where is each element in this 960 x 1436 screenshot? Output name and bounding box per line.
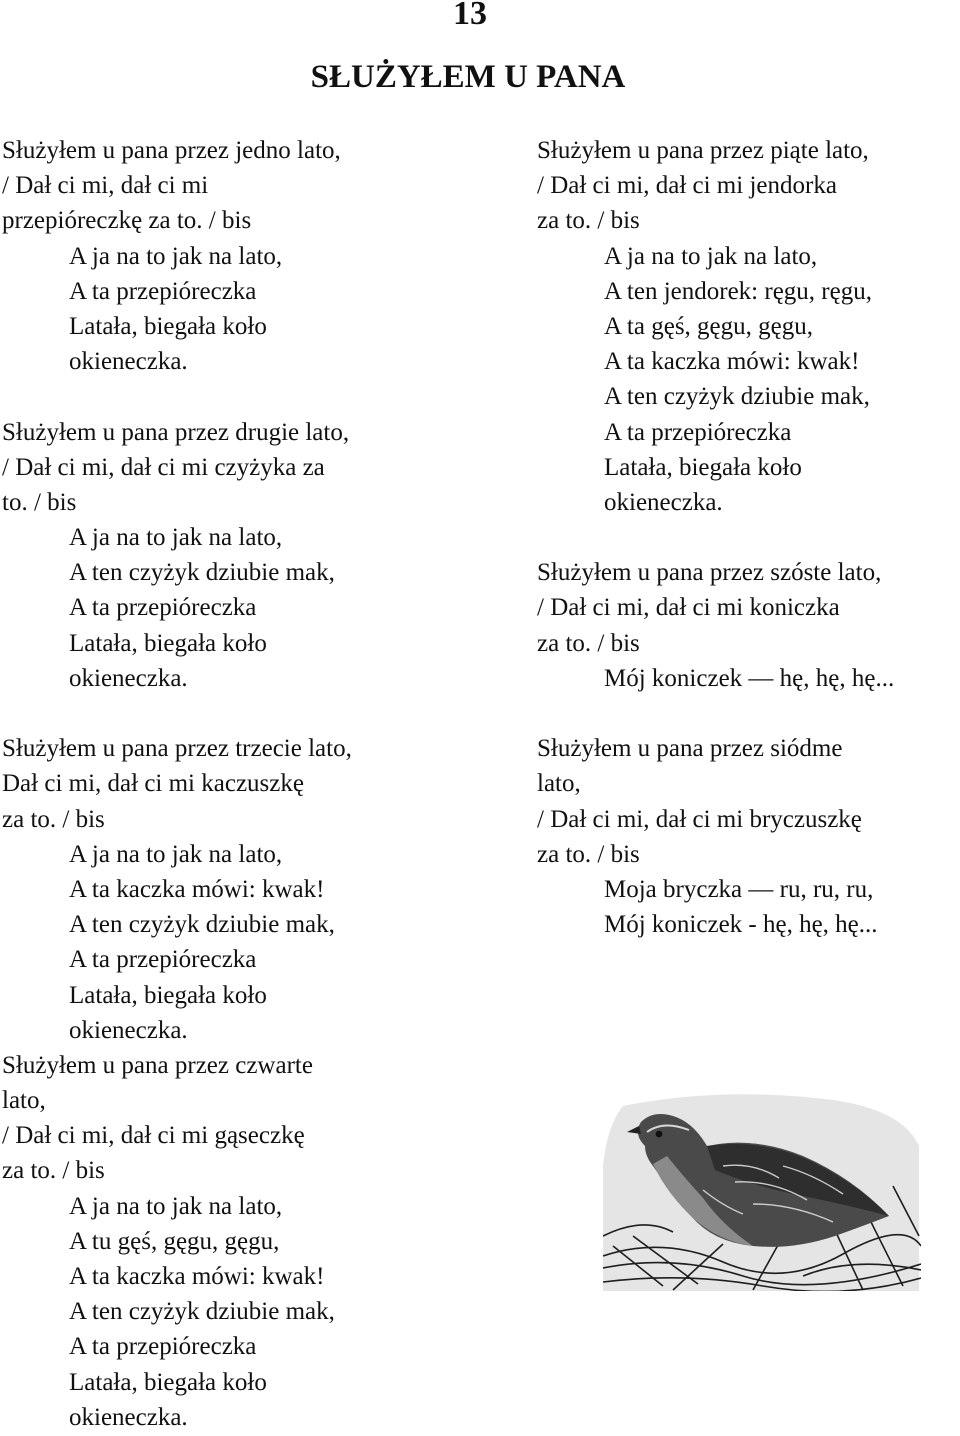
refrain-line: A ten czyżyk dziubie mak, [604,383,870,411]
refrain-line: A ta przepióreczka [69,1333,257,1361]
verse-line: za to. / bis [2,1157,105,1185]
refrain-line: Latała, biegała koło [69,981,267,1009]
verse-line: za to. / bis [537,840,640,868]
refrain-line: Moja bryczka — ru, ru, ru, [604,875,874,903]
refrain-line: A ta przepióreczka [69,946,257,974]
verse-line: Służyłem u pana przez szóste lato, [537,559,882,587]
verse-line: to. / bis [2,488,77,516]
refrain-line: A ten jendorek: ręgu, ręgu, [604,277,872,305]
refrain-line: Mój koniczek — hę, hę, hę... [604,664,895,692]
stanza-6 [537,555,960,696]
verse-line: Służyłem u pana przez drugie lato, [2,418,350,446]
refrain-line: okieneczka. [69,1016,188,1044]
verse-line: Służyłem u pana przez siódme [537,735,843,763]
stanza-gap [537,520,960,555]
verse-line: Służyłem u pana przez trzecie lato, [2,735,352,763]
verse-line: Służyłem u pana przez piąte lato, [537,137,869,164]
song-title: SŁUŻYŁEM U PANA [310,59,626,95]
verse-line: za to. / bis [2,805,105,833]
verse-line: / Dał ci mi, dał ci mi czyżyka za [2,453,325,481]
right-column [537,133,960,942]
stanza-7 [537,731,960,942]
stanza-1 [2,133,522,379]
quail-illustration [603,1086,921,1291]
refrain-line: A ten czyżyk dziubie mak, [69,559,335,587]
refrain-line: Latała, biegała koło [69,1368,267,1396]
refrain-line: A ja na to jak na lato, [604,242,818,270]
refrain-line: A ta gęś, gęgu, gęgu, [604,312,813,340]
stanza-3 [2,731,522,1048]
refrain-line: okieneczka. [69,348,188,376]
quail-eye [656,1131,663,1138]
refrain-line: A ta kaczka mówi: kwak! [69,875,325,903]
verse-line: / Dał ci mi, dał ci mi [2,172,209,200]
refrain-line: Latała, biegała koło [69,629,267,657]
refrain-line: A ta przepióreczka [69,277,257,305]
refrain-line: A ja na to jak na lato, [69,524,283,552]
refrain-line: A ja na to jak na lato, [69,242,283,270]
verse-line: / Dał ci mi, dał ci mi gąseczkę [2,1122,305,1150]
verse-line: Służyłem u pana przez jedno lato, [2,137,341,164]
refrain-line: A ja na to jak na lato, [69,1192,283,1220]
refrain-line: Latała, biegała koło [69,312,267,340]
stanza-4 [2,1048,522,1435]
verse-line: lato, [2,1087,46,1115]
verse-line: Dał ci mi, dał ci mi kaczuszkę [2,770,304,798]
left-column [2,133,522,1435]
stanza-gap [2,696,522,731]
stanza-2 [2,415,522,697]
verse-line: za to. / bis [537,207,640,235]
stanza-5 [537,133,960,520]
refrain-line: A ja na to jak na lato, [69,840,283,868]
verse-line: / Dał ci mi, dał ci mi jendorka [537,172,837,200]
refrain-line: A ten czyżyk dziubie mak, [69,911,335,939]
verse-line: za to. / bis [537,629,640,657]
stanza-gap [2,379,522,414]
refrain-line: okieneczka. [69,664,188,692]
verse-line: / Dał ci mi, dał ci mi bryczuszkę [537,805,862,833]
verse-line: Służyłem u pana przez czwarte [2,1051,313,1079]
verse-line: / Dał ci mi, dał ci mi koniczka [537,594,840,622]
verse-line: przepióreczkę za to. / bis [2,207,252,235]
refrain-line: A ta kaczka mówi: kwak! [604,348,860,376]
stanza-gap [537,696,960,731]
refrain-line: Latała, biegała koło [604,453,802,481]
refrain-line: A ta przepióreczka [604,418,792,446]
verse-line: lato, [537,770,581,798]
page-number: 13 [453,0,487,32]
refrain-line: A ta przepióreczka [69,594,257,622]
refrain-line: A ten czyżyk dziubie mak, [69,1298,335,1326]
refrain-line: A ta kaczka mówi: kwak! [69,1263,325,1290]
refrain-line: A tu gęś, gęgu, gęgu, [69,1227,280,1255]
refrain-line: okieneczka. [604,488,723,516]
refrain-line: Mój koniczek - hę, hę, hę... [604,911,878,939]
refrain-line: okieneczka. [69,1403,188,1431]
